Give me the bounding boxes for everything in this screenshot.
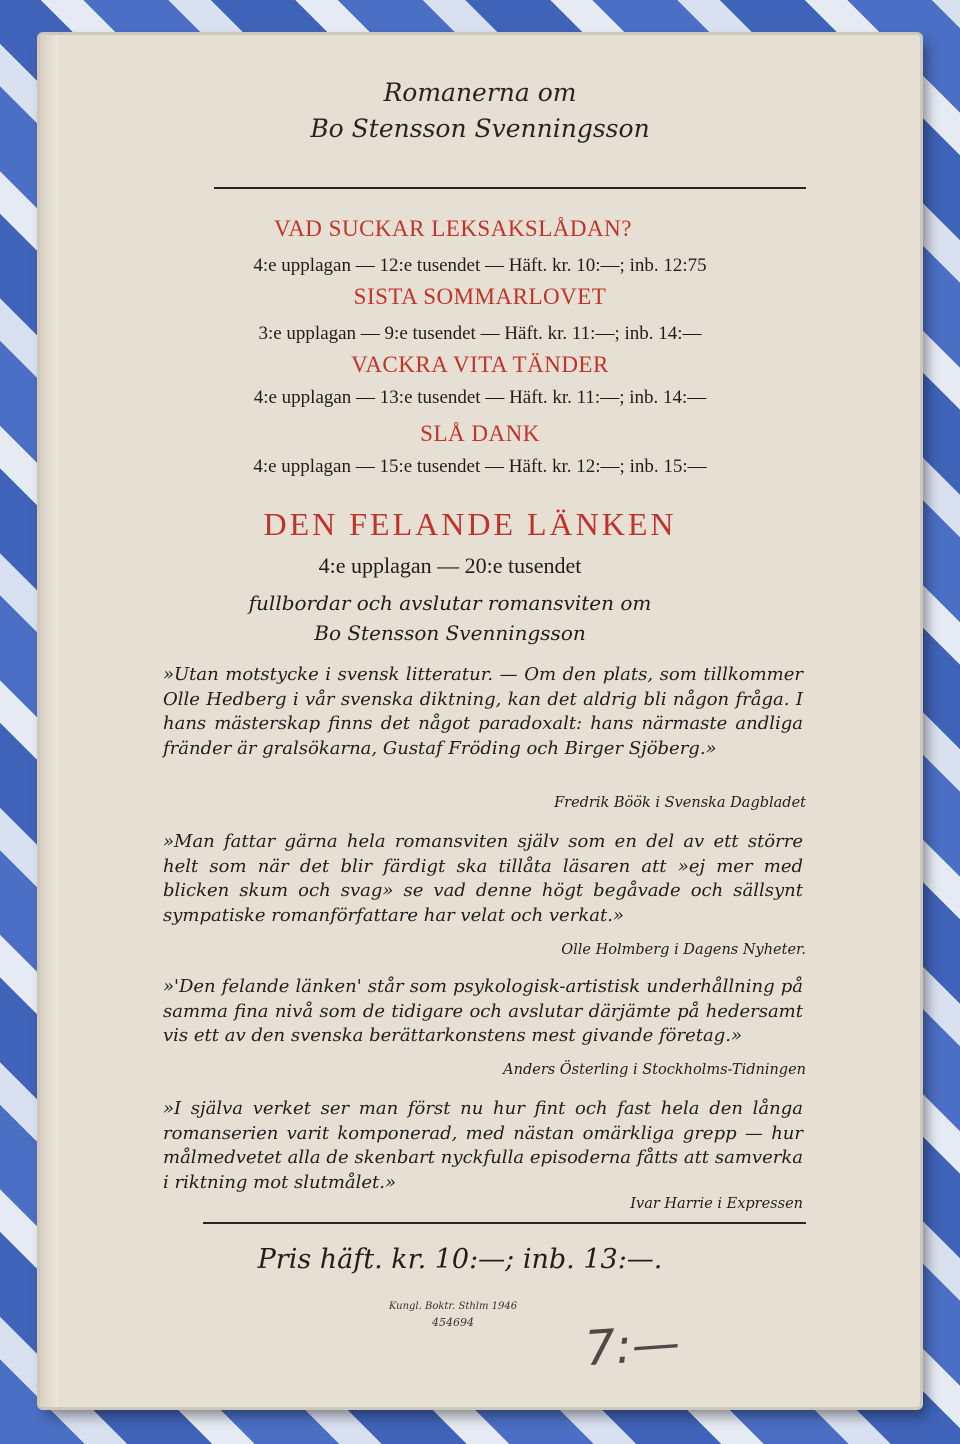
review-quote: »Utan motstycke i svensk litteratur. — Om den plats, som tillkommer Olle Hedberg i vår svenska diktning, kan det aldrig bli någon fråga. I hans mästerskap finns det något paradoxalt: hans närmaste andliga fränder är gralsökarna, Gustaf Fröding och Birger Sjöberg.»: [163, 664, 803, 759]
bottom-rule: [203, 1222, 806, 1224]
top-rule: [214, 187, 806, 189]
series-line-1: Romanerna om: [383, 78, 577, 107]
price-line: Pris häft. kr. 10:—; inb. 13:—.: [257, 1244, 663, 1275]
book-edition: 4:e upplagan — 15:e tusendet — Häft. kr. 12:—; inb. 15:—: [253, 456, 707, 477]
book-edition: 3:e upplagan — 9:e tusendet — Häft. kr. 11:—; inb. 14:—: [258, 323, 702, 344]
series-line-2: Bo Stensson Svenningsson: [310, 114, 650, 143]
printer-imprint: Kungl. Boktr. Sthlm 1946: [388, 1301, 518, 1312]
review-quote: »I själva verket ser man först nu hur fint och fast hela den långa romanserien varit komponerad, med nästan omärkliga grepp — hur målmedvetet alla de skenbart nyckfulla episoderna fåtts att samverka i riktning mot slutmålet.»: [163, 1098, 803, 1193]
review-quote: »Man fattar gärna hela romansviten själv som en del av ett större helt som när det blir färdigt ska tillåta läsaren att »ej mer med blicken skum och svag» se vad denne högt begåvade och sällsynt sympatiske romanförfattare har velat och verkat.»: [163, 831, 803, 926]
book-title: VACKRA VITA TÄNDER: [351, 352, 609, 377]
book-edition: 4:e upplagan — 12:e tusendet — Häft. kr. 10:—; inb. 12:75: [253, 255, 707, 276]
book-title: SISTA SOMMARLOVET: [353, 284, 607, 309]
review-source: Olle Holmberg i Dagens Nyheter.: [561, 942, 806, 958]
review-source: Fredrik Böök i Svenska Dagbladet: [554, 795, 806, 811]
featured-tagline-2: Bo Stensson Svenningsson: [314, 621, 586, 645]
featured-edition: 4:e upplagan — 20:e tusendet: [318, 553, 582, 578]
book-edition: 4:e upplagan — 13:e tusendet — Häft. kr. 11:—; inb. 14:—: [253, 387, 707, 408]
review-source: Ivar Harrie i Expressen: [630, 1196, 803, 1212]
book-title: SLÅ DANK: [420, 421, 540, 446]
print-number: 454694: [432, 1316, 474, 1329]
review-quote: »'Den felande länken' står som psykologisk-artistisk underhållning på samma fina nivå som de tidigare och avslutar därjämte på hedersamt vis ett av den svenska berättarkonstens mest givande företag.»: [163, 976, 803, 1046]
featured-tagline-1: fullbordar och avslutar romansviten om: [248, 591, 652, 615]
pencil-price-mark: 7:—: [583, 1314, 682, 1378]
series-heading: [0, 75, 960, 147]
review-source: Anders Österling i Stockholms-Tidningen: [503, 1062, 806, 1078]
featured-title: DEN FELANDE LÄNKEN: [263, 506, 677, 542]
book-title: VAD SUCKAR LEKSAKSLÅDAN?: [274, 216, 632, 241]
